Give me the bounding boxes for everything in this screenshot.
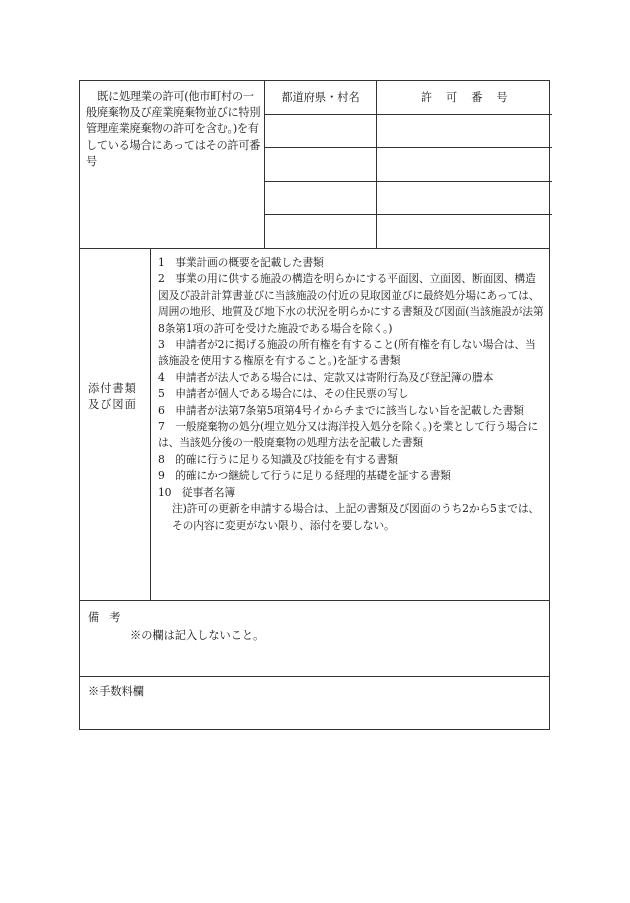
- attachments-divider: [150, 249, 151, 600]
- list-item: 2 事業の用に供する施設の構造を明らかにする平面図、立面図、断面図、構造図及び設計計算書並びに当該施設の付近の見取図並びに最終処分場にあっては、周囲の地形、地質及び地下水の状況を明らかにする書類及び図面(当該施設が法第8条第1項の許可を受けた施設である場合を除く。): [158, 272, 544, 335]
- list-item: 8 的確に行うに足りる知識及び技能を有する書類: [158, 452, 398, 466]
- permit-number-cell[interactable]: [377, 215, 552, 248]
- table-row: [265, 215, 552, 248]
- list-item: 9 的確にかつ継続して行うに足りる経理的基礎を証する書類: [158, 469, 451, 483]
- table-row: [265, 114, 552, 147]
- permit-number-cell[interactable]: [377, 181, 552, 214]
- prefecture-cell[interactable]: [265, 148, 377, 181]
- attachments-note: 注)許可の更新を申請する場合は、上記の書類及び図面のうち2から5までは、その内容に変更がない限り、添付を要しない。: [172, 502, 540, 532]
- prefecture-cell[interactable]: [265, 215, 377, 248]
- prefecture-cell[interactable]: [265, 114, 377, 147]
- remarks-label: 備考: [88, 611, 131, 624]
- permit-table: [264, 81, 552, 248]
- list-item: 4 申請者が法人である場合には、定款又は寄附行為及び登記簿の謄本: [158, 370, 494, 384]
- list-item: 7 一般廃棄物の処分(埋立処分又は海洋投入処分を除く。)を業として行う場合には、当該処分後の一般廃棄物の処理方法を記載した書類: [158, 420, 538, 450]
- prefecture-cell[interactable]: [265, 181, 377, 214]
- list-item: 1 事業計画の概要を記載した書類: [158, 256, 324, 269]
- list-item: 10 従事者名簿: [158, 485, 235, 499]
- permit-number-cell[interactable]: [377, 114, 552, 147]
- list-item: 3 申請者が2に掲げる施設の所有権を有すること(所有権を有しない場合は、当該施設を使用する権原を有すること。)を証する書類: [158, 338, 536, 368]
- remarks-section[interactable]: [80, 601, 549, 677]
- permit-section: [80, 81, 549, 249]
- permit-table-header: [265, 81, 552, 114]
- fee-label: ※手数料欄: [88, 685, 144, 698]
- application-form: [79, 80, 550, 730]
- attachments-label: 添付書類及び図面: [88, 382, 137, 411]
- permit-number-cell[interactable]: [377, 148, 552, 181]
- table-row: [265, 148, 552, 181]
- remarks-note: ※の欄は記入しないこと。: [130, 629, 265, 642]
- list-item: 6 申請者が法第7条第5項第4号イからチまでに該当しない旨を記載した書類: [158, 403, 524, 417]
- fee-section[interactable]: [80, 677, 549, 729]
- attachments-section: [80, 249, 549, 601]
- prefecture-header: 都道府県・村名: [265, 81, 377, 114]
- attachments-list: [158, 255, 546, 534]
- permit-number-header: 許可番号: [377, 81, 552, 114]
- table-row: [265, 181, 552, 214]
- permit-description: 既に処理業の許可(他市町村の一般廃棄物及び産業廃棄物並びに特別管理産業廃棄物の許可を含む。)を有している場合にあってはその許可番号: [86, 90, 261, 168]
- list-item: 5 申請者が個人である場合には、その住民票の写し: [158, 387, 409, 401]
